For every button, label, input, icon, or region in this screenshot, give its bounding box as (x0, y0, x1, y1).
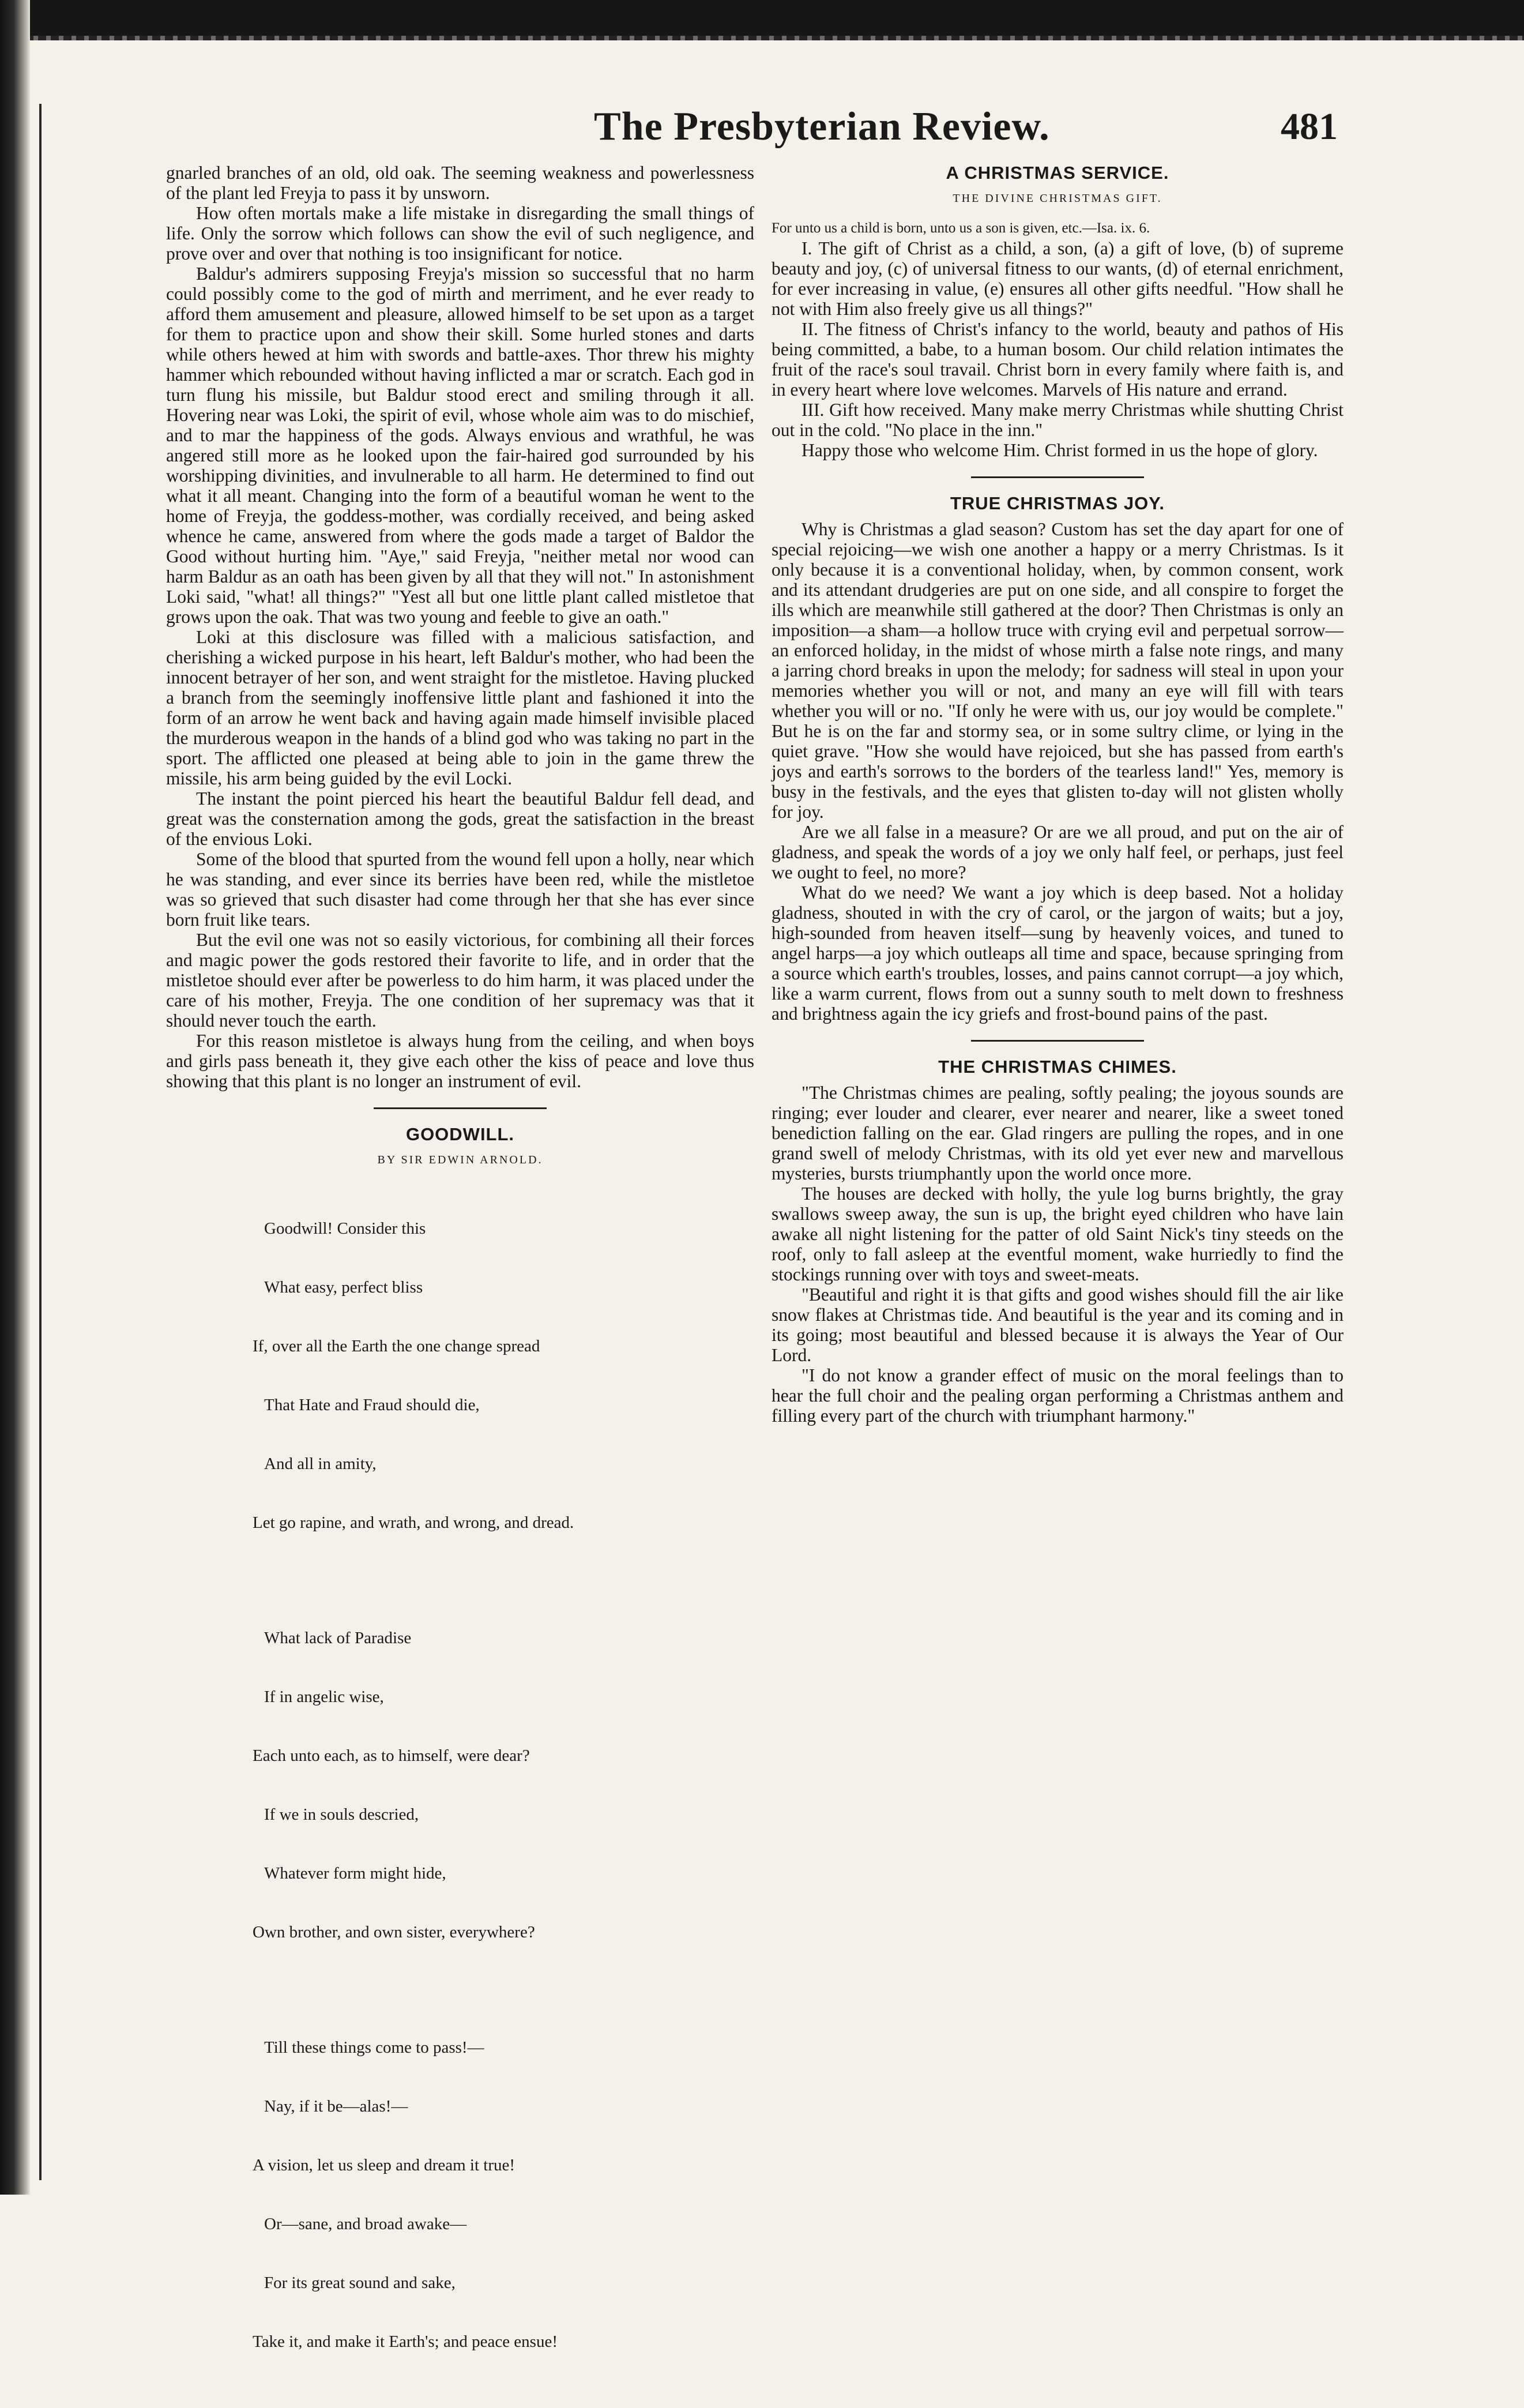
paragraph: "Beautiful and right it is that gifts and good wishes should fill the air like snow flakes at Christmas tide. And beautiful is the year and its coming and in its going; most beautiful and blessed because it is always the Year of Our Lord. (772, 1284, 1344, 1365)
poem-line: What lack of Paradise (264, 1629, 412, 1647)
poem-stanza (253, 1998, 754, 2391)
section-divider (971, 1040, 1144, 1042)
section-title: A CHRISTMAS SERVICE. (946, 163, 1169, 183)
section-divider (374, 1107, 547, 1109)
poem-line: Goodwill! Consider this (264, 1219, 426, 1238)
binding-spine (0, 0, 30, 2195)
scripture-verse: For unto us a child is born, unto us a son is given, etc.—Isa. ix. 6. (772, 220, 1150, 236)
paragraph: "I do not know a grander effect of music on the moral feelings than to hear the full choir and the pealing organ performing a Christmas anthem and filling every part of the church with triumphant harmony." (772, 1365, 1344, 1426)
paragraph: Are we all false in a measure? Or are we all proud, and put on the air of gladness, and speak the words of a joy we only half feel, or perhaps, just feel we ought to feel, no more? (772, 822, 1344, 882)
paragraph: The instant the point pierced his heart the beautiful Baldur fell dead, and great was the consternation among the gods, great the satisfaction in the breast of the envious Loki. (166, 788, 754, 849)
poem-line: Own brother, and own sister, everywhere? (253, 1923, 535, 1941)
poem-line: Let go rapine, and wrath, and wrong, and dread. (253, 1513, 574, 1532)
paragraph: But the evil one was not so easily victorious, for combining all their forces and magic power the gods restored their favorite to life, and in order that the mistletoe should ever after be powerless to do him harm, it was placed under the care of his mother, Freyja. The one condition of her supremacy was that it should never touch the earth. (166, 930, 754, 1031)
paragraph: III. Gift how received. Many make merry Christmas while shutting Christ out in the cold. "No place in the inn." (772, 400, 1344, 440)
running-title: The Presbyterian Review. (594, 104, 1050, 149)
page-top-border (0, 0, 1524, 36)
poem-line: For its great sound and sake, (264, 2274, 456, 2292)
paragraph: What do we need? We want a joy which is deep based. Not a holiday gladness, shouted in with the cry of carol, or the jargon of waits; but a joy, high-sounded from heaven itself—sung by heavenly voices, and tuned to angel harps—a joy which outleaps all time and space, because springing from a source which earth's troubles, losses, and pains cannot corrupt—a joy which, like a warm current, flows from out a sunny south to melt down to freshness and brightness again the icy griefs and frost-bound pains of the past. (772, 882, 1344, 1024)
paragraph: "The Christmas chimes are pealing, softly pealing; the joyous sounds are ringing; ever louder and clearer, ever nearer and nearer, like a sweet toned benediction falling on the ear. Glad ringers are pulling the ropes, and in one grand swell of melody Christmas, with its old yet ever new and marvellous mysteries, bursts triumphantly upon the world once more. (772, 1083, 1344, 1184)
poem (253, 1179, 754, 2391)
paragraph: For this reason mistletoe is always hung from the ceiling, and when boys and girls pass beneath it, they give each other the kiss of peace and love thus showing that this plant is no longer an instrument of evil. (166, 1031, 754, 1091)
section-subtitle: THE DIVINE CHRISTMAS GIFT. (953, 192, 1162, 205)
poem-line: That Hate and Fraud should die, (264, 1396, 480, 1414)
paragraph: II. The fitness of Christ's infancy to the world, beauty and pathos of His being committed, a babe, to a human bosom. Our child relation intimates the fruit of the race's soul travail. Christ born in every family where faith is, and in every heart where love welcomes. Marvels of His nature and errand. (772, 319, 1344, 400)
page-number: 481 (1281, 106, 1338, 148)
poem-stanza (253, 1179, 754, 1572)
poem-line: A vision, let us sleep and dream it true! (253, 2156, 515, 2174)
paragraph: Happy those who welcome Him. Christ formed in us the hope of glory. (801, 440, 1318, 460)
poem-stanza (253, 1589, 754, 1981)
poem-line: What easy, perfect bliss (264, 1278, 423, 1297)
paragraph: I. The gift of Christ as a child, a son, (a) a gift of love, (b) of supreme beauty and joy, (c) of universal fitness to our wants, (d) of eternal enrichment, for ever increasing in value, (e) ensures all other gifts needful. "How shall he not with Him also freely give us all things?" (772, 238, 1344, 319)
poem-byline: BY SIR EDWIN ARNOLD. (377, 1154, 543, 1166)
poem-line: Each unto each, as to himself, were dear? (253, 1746, 530, 1765)
page-header (58, 98, 1349, 156)
poem-line: If, over all the Earth the one change spread (253, 1337, 540, 1355)
poem-line: And all in amity, (264, 1455, 377, 1473)
left-column (166, 163, 754, 2408)
section-divider (971, 476, 1144, 478)
paragraph: Why is Christmas a glad season? Custom has set the day apart for one of special rejoicing—we wish one another a happy or a merry Christmas. Is it only because it is a conventional holiday, when, by common consent, work and its attendant drudgeries are put on one side, and all conspire to forget the ills which are meanwhile still gathered at the door? Then Christmas is only an imposition—a sham—a hollow truce with crying evil and perpetual sorrow—an enforced holiday, in the midst of whose mirth a false note rings, and many a jarring chord breaks in upon the melody; for sadness will steal in upon your memories whether you will or not, and many an eye will fill with tears whether you will or no. "If only he were with us, our joy would be complete." But he is on the far and stormy sea, or in some sultry clime, or lying in the quiet grave. "How she would have rejoiced, but she has passed from earth's joys and earth's sorrows to the borders of the tearless land!" Yes, memory is busy in the festivals, and the eyes that glisten to-day will not glisten wholly for joy. (772, 519, 1344, 822)
paragraph: Some of the blood that spurted from the wound fell upon a holly, near which he was standing, and ever since its berries have been red, while the mistletoe was so grieved that such disaster had come through her that she has ever since born fruit like tears. (166, 849, 754, 930)
right-column (772, 163, 1344, 1426)
paragraph: The houses are decked with holly, the yule log burns brightly, the gray swallows sweep away, the sun is up, the bright eyed children who have lain awake all night listening for the patter of old Saint Nick's tiny steeds on the roof, only to fall asleep at the eventful moment, wake hurriedly to find the stockings running over with toys and sweet-meats. (772, 1184, 1344, 1284)
poem-line: If in angelic wise, (264, 1688, 384, 1706)
poem-line: Till these things come to pass!— (264, 2038, 484, 2057)
section-title: THE CHRISTMAS CHIMES. (938, 1057, 1177, 1077)
paragraph: gnarled branches of an old, old oak. The seeming weakness and powerlessness of the plant led Freyja to pass it by unsworn. (166, 163, 754, 203)
poem-line: Take it, and make it Earth's; and peace ensue! (253, 2332, 558, 2351)
poem-line: Or—sane, and broad awake— (264, 2215, 467, 2233)
binding-rule (39, 104, 42, 2180)
poem-line: Nay, if it be—alas!— (264, 2097, 408, 2116)
poem-title: GOODWILL. (405, 1124, 515, 1144)
poem-line: Whatever form might hide, (264, 1864, 446, 1883)
poem-line: If we in souls descried, (264, 1805, 419, 1824)
paragraph: How often mortals make a life mistake in disregarding the small things of life. Only the sorrow which follows can show the evil of such negligence, and prove over and over that nothing is too insignificant for notice. (166, 203, 754, 264)
paragraph: Baldur's admirers supposing Freyja's mission so successful that no harm could possibly come to the god of mirth and merriment, and he ever ready to afford them amusement and pleasure, allowed himself to be set upon as a target for them to practice upon and show their skill. Some hurled stones and darts while others hewed at him with swords and battle-axes. Thor threw his mighty hammer which rebounded without having inflicted a mar or scratch. Each god in turn flung his missile, but Baldur stood erect and smiling through it all. Hovering near was Loki, the spirit of evil, whose whole aim was to do mischief, and to mar the happiness of the gods. Always envious and wrathful, he was angered still more as he looked upon the fair-haired god surrounded by his worshipping divinities, and invulnerable to all harm. He determined to find out what it all meant. Changing into the form of a beautiful woman he went to the home of Freyja, the goddess-mother, was cordially received, and being asked whence he came, answered from where the gods made a target of Baldor the Good without hurting him. "Aye," said Freyja, "neither metal nor wood can harm Baldur as an oath has been given by all that they will not." In astonishment Loki said, "what! all things?" "Yest all but one little plant called mistletoe that grows upon the oak. That was two young and feeble to give an oath." (166, 264, 754, 627)
paragraph: Loki at this disclosure was filled with a malicious satisfaction, and cherishing a wicked purpose in his heart, left Baldur's mother, who had been the innocent betrayer of her son, and went straight for the mistletoe. Having plucked a branch from the seemingly inoffensive little plant and fashioned it into the form of an arrow he went back and having again made himself invisible placed the murderous weapon in the hands of a blind god who was taking no part in the sport. The afflicted one pleased at being able to join in the game threw the missile, his arm being guided by the evil Locki. (166, 627, 754, 788)
section-title: TRUE CHRISTMAS JOY. (950, 493, 1165, 513)
